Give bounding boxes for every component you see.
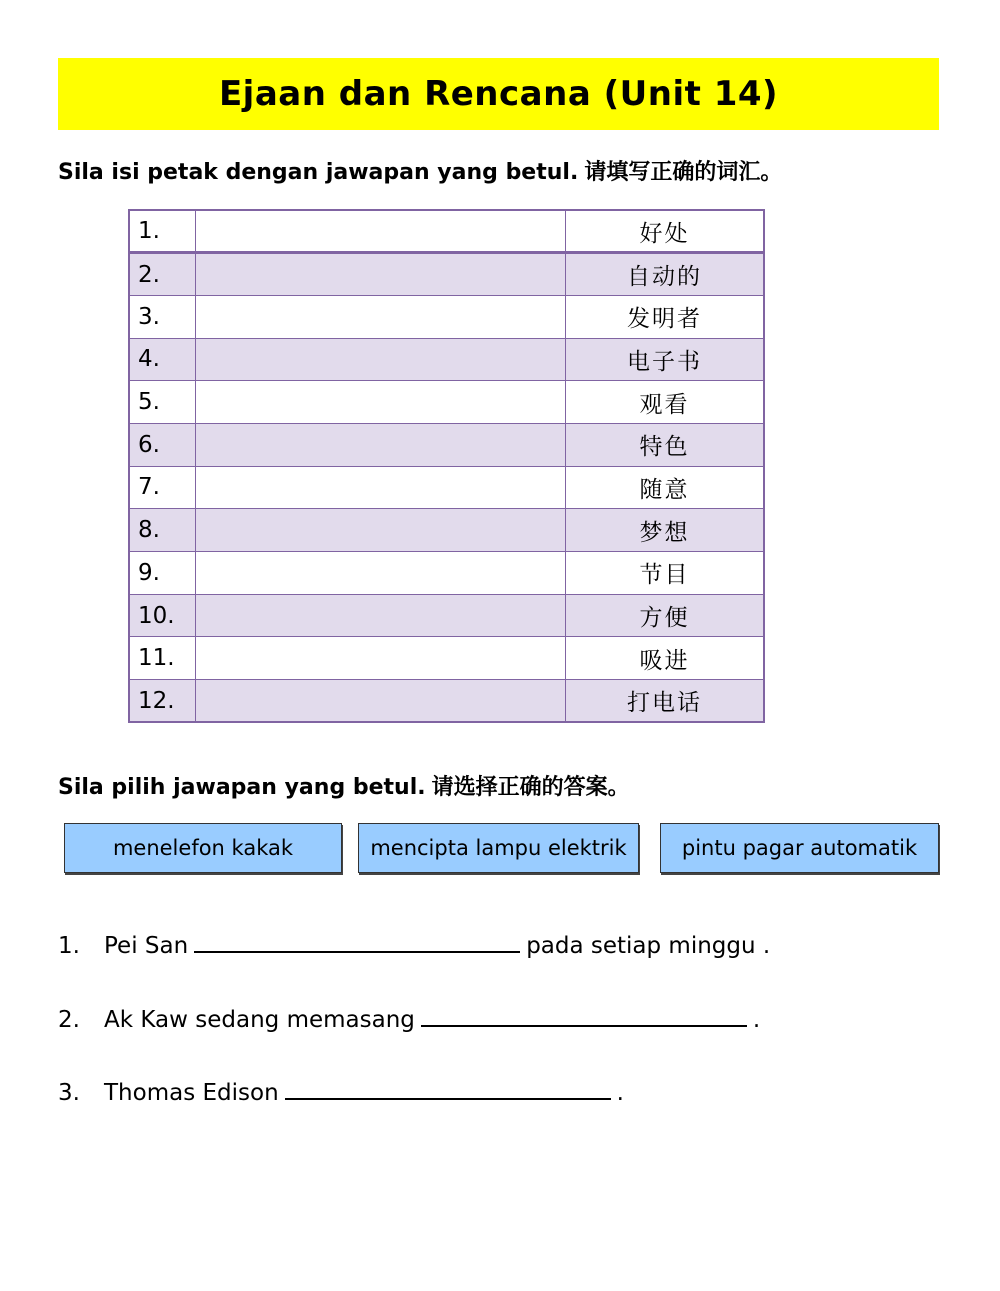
answer-cell[interactable]: [196, 253, 566, 296]
sentence-before: Ak Kaw sedang memasang: [104, 1007, 415, 1033]
answer-cell[interactable]: [196, 637, 566, 680]
table-row: [129, 253, 764, 296]
chinese-word: 特色: [566, 423, 765, 466]
table-row: [129, 210, 764, 253]
row-number: 7.: [129, 466, 196, 509]
row-number: 8.: [129, 509, 196, 552]
chinese-word: 观看: [566, 381, 765, 424]
sentence-1: [58, 933, 770, 959]
answer-cell[interactable]: [196, 210, 566, 253]
fill-instruction-ms: Sila isi petak dengan jawapan yang betul.: [58, 160, 579, 185]
table-row: [129, 509, 764, 552]
sentence-before: Pei San: [104, 933, 189, 959]
table-row: [129, 594, 764, 637]
chinese-word: 发明者: [566, 295, 765, 338]
row-number: 6.: [129, 423, 196, 466]
sentence-after: .: [752, 1007, 761, 1033]
answer-blank[interactable]: [194, 933, 520, 953]
vocabulary-table: [128, 209, 765, 723]
answer-cell[interactable]: [196, 338, 566, 381]
choice-menelefon-kakak[interactable]: menelefon kakak: [64, 823, 342, 873]
answer-cell[interactable]: [196, 680, 566, 723]
answer-cell[interactable]: [196, 381, 566, 424]
sentence-before: Thomas Edison: [104, 1080, 279, 1106]
answer-cell[interactable]: [196, 295, 566, 338]
table-row: [129, 552, 764, 595]
chinese-word: 随意: [566, 466, 765, 509]
chinese-word: 自动的: [566, 253, 765, 296]
answer-cell[interactable]: [196, 423, 566, 466]
table-row: [129, 466, 764, 509]
row-number: 10.: [129, 594, 196, 637]
chinese-word: 打电话: [566, 680, 765, 723]
sentence-number: 2.: [58, 1007, 80, 1033]
sentence-after: .: [616, 1080, 624, 1106]
row-number: 12.: [129, 680, 196, 723]
row-number: 4.: [129, 338, 196, 381]
choice-mencipta-lampu-elektrik[interactable]: mencipta lampu elektrik: [358, 823, 639, 873]
page-title: Ejaan dan Rencana (Unit 14): [58, 58, 939, 130]
choose-instruction: [58, 770, 630, 801]
row-number: 5.: [129, 381, 196, 424]
chinese-word: 方便: [566, 594, 765, 637]
table-row: [129, 637, 764, 680]
choose-instruction-ms: Sila pilih jawapan yang betul.: [58, 775, 426, 800]
choose-instruction-zh: 请选择正确的答案。: [431, 774, 630, 800]
row-number: 11.: [129, 637, 196, 680]
sentence-3: [58, 1080, 624, 1106]
chinese-word: 吸进: [566, 637, 765, 680]
fill-instruction: [58, 155, 782, 186]
chinese-word: 梦想: [566, 509, 765, 552]
answer-cell[interactable]: [196, 552, 566, 595]
table-row: [129, 381, 764, 424]
table-row: [129, 680, 764, 723]
answer-cell[interactable]: [196, 466, 566, 509]
sentence-after: pada setiap minggu .: [526, 933, 771, 959]
row-number: 1.: [129, 210, 196, 253]
sentence-number: 1.: [58, 933, 80, 959]
chinese-word: 电子书: [566, 338, 765, 381]
table-row: [129, 295, 764, 338]
row-number: 3.: [129, 295, 196, 338]
chinese-word: 好处: [566, 210, 765, 253]
row-number: 2.: [129, 253, 196, 296]
sentence-number: 3.: [58, 1080, 80, 1106]
row-number: 9.: [129, 552, 196, 595]
answer-cell[interactable]: [196, 509, 566, 552]
choice-pintu-pagar-automatik[interactable]: pintu pagar automatik: [660, 823, 939, 873]
table-row: [129, 423, 764, 466]
answer-blank[interactable]: [421, 1007, 747, 1027]
sentence-2: [58, 1007, 760, 1033]
table-row: [129, 338, 764, 381]
answer-cell[interactable]: [196, 594, 566, 637]
fill-instruction-zh: 请填写正确的词汇。: [584, 159, 783, 185]
answer-blank[interactable]: [285, 1080, 611, 1100]
chinese-word: 节目: [566, 552, 765, 595]
